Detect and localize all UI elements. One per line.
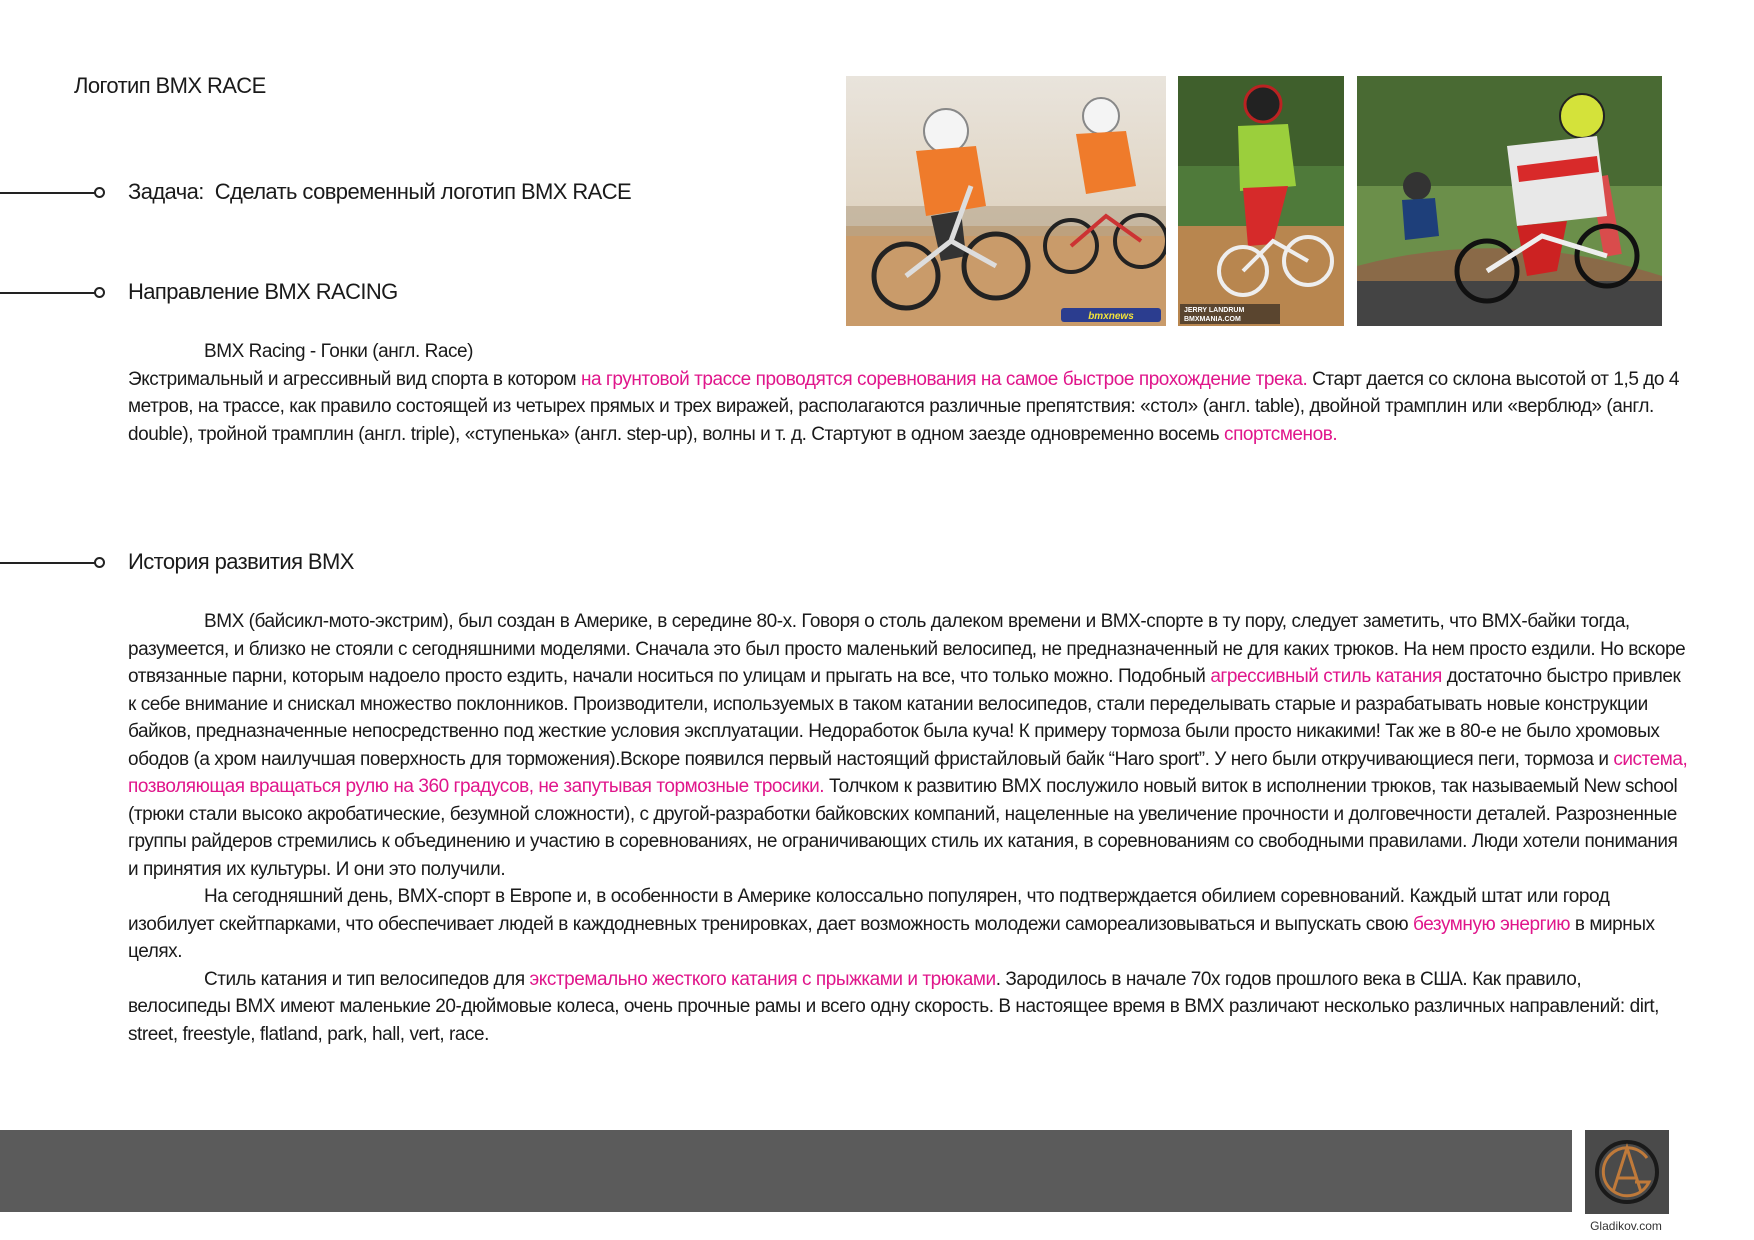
bmx-photo-red-rider <box>1178 76 1344 326</box>
footer-bar <box>0 1130 1572 1212</box>
racing-subtitle: BMX Racing - Гонки (англ. Race) <box>204 341 474 362</box>
history-paragraph: На сегодняшний день, BMX-спорт в Европе и, в особенности в Америке колоссально популярен, что подтверждается обилием соревнований. Каждый штат или город изобилует скейтпарками, что обеспечивает людей в каждодневных тренировках, дает возможность молодежи самореализовываться и выпускать свою безумную энергию в мирных целях. <box>128 886 1655 962</box>
bullet-connector-line <box>0 562 96 564</box>
history-highlight: безумную энергию <box>1412 913 1571 935</box>
bullet-circle-icon <box>94 187 105 198</box>
racing-paragraph: Экстримальный и агрессивный вид спорта в котором на грунтовой трассе проводятся соревнования на самое быстрое прохождение трека. Старт дается со склона высотой от 1,5 до 4 метров, на трассе, как правило состоящей из четырех прямых и трех виражей, располагаются различные препятствия: «стол» (англ. table), двойной трамплин или «верблюд» (англ. double), тройной трамплин (англ. triple), «ступенька» (англ. step-up), волны и т. д. Стартуют в одном заезде одновременно восемь спортсменов. <box>128 368 1679 445</box>
history-section <box>128 608 1688 1048</box>
photo-watermark: bmxnews <box>1088 311 1134 322</box>
bullet-connector-line <box>0 292 96 294</box>
bmx-photo-track-race <box>1357 76 1662 326</box>
task-bullet <box>128 178 631 206</box>
bullet-circle-icon <box>94 557 105 568</box>
history-highlight: система, позволяющая вращаться рулю на 360 градусов, не запутывая тормозные тросики. <box>128 748 1688 797</box>
task-text: Сделать современный логотип BMX RACE <box>214 179 632 204</box>
racing-section <box>128 338 1688 448</box>
history-paragraph: BMX (байсикл-мото-экстрим), был создан в Америке, в середине 80-х. Говоря о столь далеком времени и BMX-спорте в ту пору, следует заметить, что BMX-байки тогда, разумеется, и близко не стояли с сегодняшними моделями. Сначала это был просто маленький велосипед, не предназначенный не для каких трюков. На нем просто ездили. Но вскоре отвязанные парни, которым надоело просто ездить, начали носиться по улицам и прыгать на все, что только можно. Подобный агрессивный стиль катания достаточно быстро привлек к себе внимание и снискал множество поклонников. Производители, используемых в таком катании велосипедов, стали переделывать старые и разрабатывать новые конструкции байков, предназначенные непосредственно под жесткие условия эксплуатации. Недоработок была куча! К примеру тормоза были просто никакими! Так же в 80-е не было хромовых ободов (а хром наилучшая поверхность для торможения).Вскоре появился первый настоящий фристайловый байк “Haro sport”. У него были откручивающиеся пеги, тормоза и система, позволяющая вращаться рулю на 360 градусов, не запутывая тормозные тросики. Толчком к развитию BMX послужило новый виток в исполнении трюков, так называемый New school (трюки стали высоко акробатические, безумной сложности), с другой-разработки байковских компаний, нацеленные на увеличение прочности и долговечности деталей. Разрозненные группы райдеров стремились к объединению и участию в соревнованиях, не ограничивающих стиль их катания, в соревнованиям со свободными правилами. Люди хотели понимания и принятия их культуры. И они это получили. <box>128 611 1688 880</box>
page-title: Логотип BMX RACE <box>74 73 266 98</box>
bmx-photo-orange-riders <box>846 76 1166 326</box>
racing-highlight: на грунтовой трассе проводятся соревнования на самое быстрое прохождение трека. <box>580 368 1308 390</box>
history-heading: История развития BMX <box>128 549 354 574</box>
history-paragraph: Стиль катания и тип велосипедов для экстремально жесткого катания с прыжками и трюками. Зародилось в начале 70х годов прошлого века в США. Как правило, велосипеды BMX имеют маленькие 20-дюймовые колеса, очень прочные рамы и всего одну скорость. В настоящее время в BMX различают несколько различных направлений: dirt, street, freestyle, flatland, park, hall, vert, race. <box>128 968 1659 1045</box>
racing-highlight: спортсменов. <box>1224 423 1338 445</box>
direction-heading: Направление BMX RACING <box>128 279 398 304</box>
photo-credit: BMXMANIA.COM <box>1184 316 1241 323</box>
bullet-connector-line <box>0 192 96 194</box>
footer-site-link[interactable]: Gladikov.com <box>1590 1219 1662 1233</box>
bullet-circle-icon <box>94 287 105 298</box>
photo-credit: JERRY LANDRUM <box>1184 307 1245 314</box>
task-label: Задача: <box>128 179 204 204</box>
history-highlight: агрессивный стиль катания <box>1210 666 1442 687</box>
history-highlight: экстремально жесткого катания с прыжками и трюками <box>529 968 996 990</box>
gladikov-logo-icon <box>1585 1130 1669 1214</box>
